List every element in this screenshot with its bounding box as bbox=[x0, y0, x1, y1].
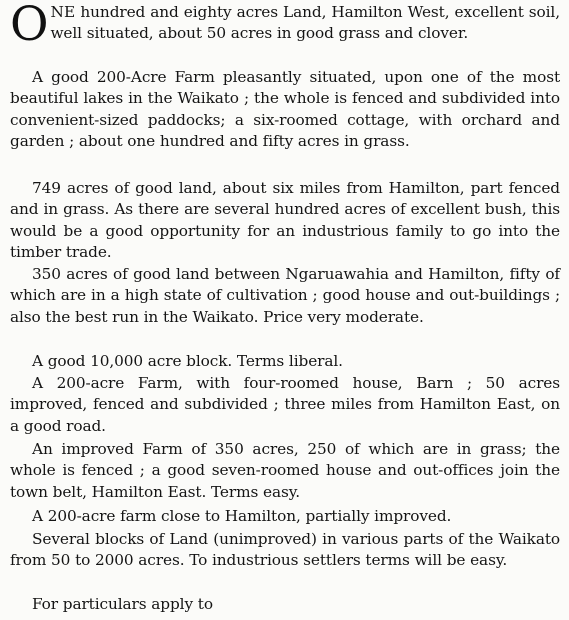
paragraph-749-acres: 749 acres of good land, about six miles from Hamilton, part fenced and in grass. As there are several hundred acres of excellent bush, this would be a good opportunity for an industrious family to go into the timber trade. bbox=[10, 179, 560, 262]
paragraph-200-acre-farm-barn: A 200-acre Farm, with four-roomed house, Barn ; 50 acres improved, fenced and subdivided ; three miles from Hamilton East, on a good road. bbox=[10, 374, 560, 435]
paragraph-unimproved-blocks: Several blocks of Land (unimproved) in various parts of the Waikato from 50 to 2000 acres. To industrious settlers terms will be easy. bbox=[10, 530, 560, 570]
paragraph-lake-farm: A good 200-Acre Farm pleasantly situated, upon one of the most beautiful lakes in the Waikato ; the whole is fenced and subdivided into convenient-sized paddocks; a six-roomed cottage, with orchard and garden ; about one hundred and fifty acres in grass. bbox=[10, 68, 560, 151]
paragraph-hamilton-west bbox=[10, 0, 560, 52]
drop-cap-letter: O bbox=[10, 0, 49, 52]
paragraph-particulars: For particulars apply to bbox=[32, 595, 213, 613]
paragraph-text: hundred and eighty acres Land, Hamilton West, excellent soil, well situated, about 50 acres in good grass and clover. bbox=[50, 3, 560, 43]
paragraph-10000-acre-block: A good 10,000 acre block. Terms liberal. bbox=[32, 352, 343, 370]
opening-capitals: NE bbox=[50, 3, 76, 21]
paragraph-improved-farm-350: An improved Farm of 350 acres, 250 of which are in grass; the whole is fenced ; a good seven-roomed house and out-offices join the town belt, Hamilton East. Terms easy. bbox=[10, 440, 560, 501]
paragraph-200-acre-close-hamilton: A 200-acre farm close to Hamilton, partially improved. bbox=[32, 507, 452, 525]
paragraph-350-acres-ngaruawahia: 350 acres of good land between Ngaruawahia and Hamilton, fifty of which are in a high state of cultivation ; good house and out-buildings ; also the best run in the Waikato. Price very moderate. bbox=[10, 265, 560, 326]
